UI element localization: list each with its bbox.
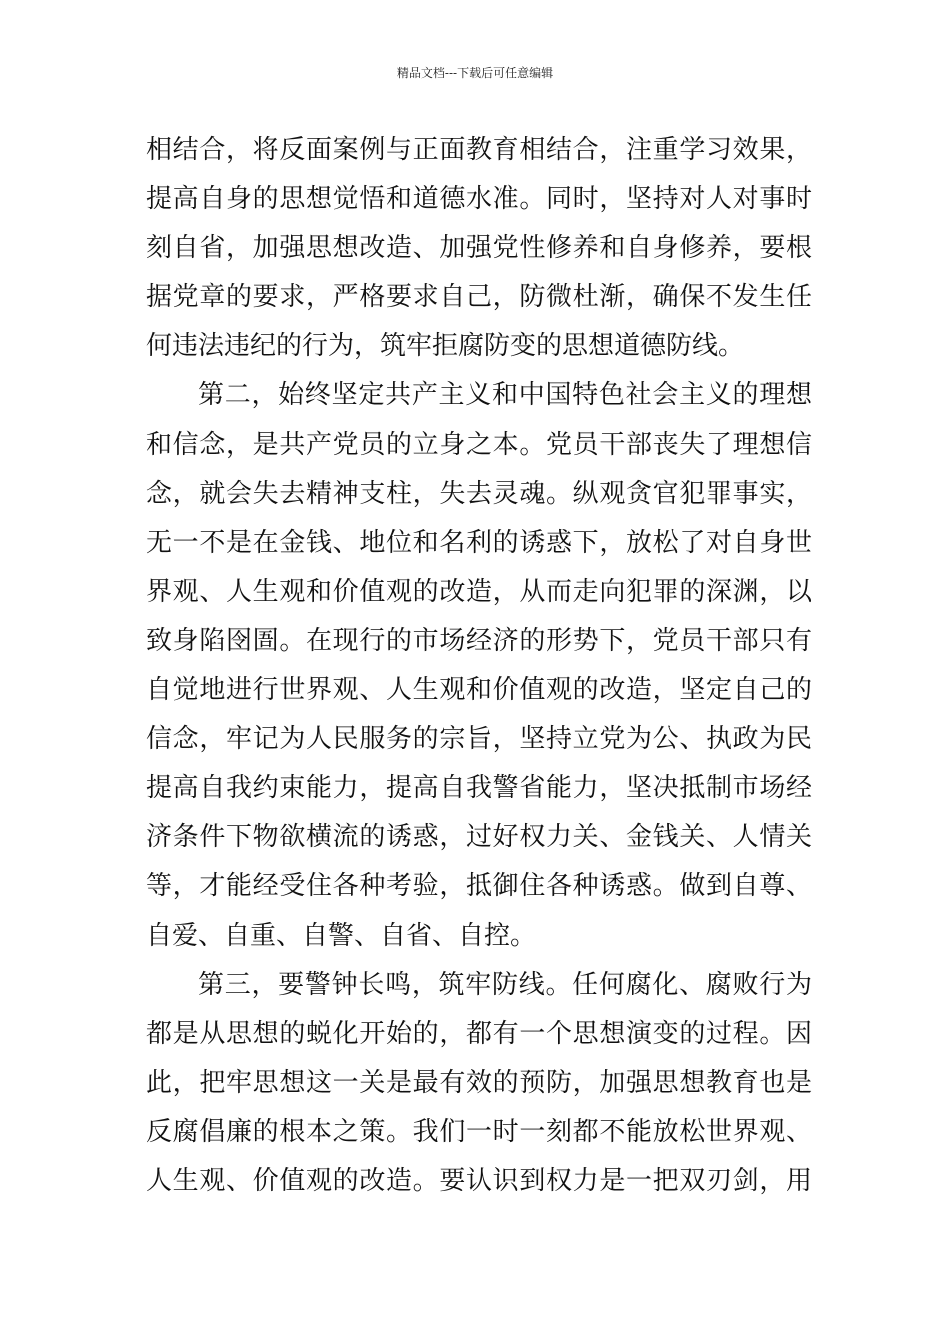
text-line: 无一不是在金钱、地位和名利的诱惑下，放松了对自身世 [146, 527, 812, 558]
text-line: 都是从思想的蜕化开始的，都有一个思想演变的过程。因 [146, 1018, 812, 1049]
text-line: 和信念，是共产党员的立身之本。党员干部丧失了理想信 [146, 429, 812, 460]
text-line: 反腐倡廉的根本之策。我们一时一刻都不能放松世界观、 [146, 1116, 812, 1147]
text-line: 济条件下物欲横流的诱惑，过好权力关、金钱关、人情关 [146, 822, 812, 853]
text-line: 人生观、价值观的改造。要认识到权力是一把双刃剑，用 [146, 1165, 812, 1196]
text-line: 提高自我约束能力，提高自我警省能力，坚决抵制市场经 [146, 773, 812, 804]
page-header: 精品文档---下载后可任意编辑 [396, 66, 554, 80]
text-line: 界观、人生观和价值观的改造，从而走向犯罪的深渊，以 [146, 576, 812, 607]
text-line: 念，就会失去精神支柱，失去灵魂。纵观贪官犯罪事实， [146, 478, 812, 509]
text-line: 提高自身的思想觉悟和道德水准。同时，坚持对人对事时 [146, 184, 812, 215]
paragraph-first-line: 第三，要警钟长鸣，筑牢防线。任何腐化、腐败行为 [198, 969, 812, 1000]
text-line: 何违法违纪的行为，筑牢拒腐防变的思想道德防线。 [146, 331, 745, 362]
text-line: 刻自省，加强思想改造、加强党性修养和自身修养，要根 [146, 233, 812, 264]
text-line: 自爱、自重、自警、自省、自控。 [146, 920, 537, 951]
text-line: 等，才能经受住各种考验，抵御住各种诱惑。做到自尊、 [146, 871, 812, 902]
text-line: 此，把牢思想这一关是最有效的预防，加强思想教育也是 [146, 1067, 812, 1098]
text-line: 相结合，将反面案例与正面教育相结合，注重学习效果， [146, 135, 812, 165]
text-line: 据党章的要求，严格要求自己，防微杜渐，确保不发生任 [146, 282, 812, 313]
document-body [146, 126, 812, 1206]
text-line: 自觉地进行世界观、人生观和价值观的改造，坚定自己的 [146, 675, 812, 706]
text-line: 信念，牢记为人民服务的宗旨，坚持立党为公、执政为民 [146, 724, 812, 755]
text-line: 致身陷囹圄。在现行的市场经济的形势下，党员干部只有 [146, 625, 812, 656]
paragraph-first-line: 第二，始终坚定共产主义和中国特色社会主义的理想 [198, 380, 812, 411]
